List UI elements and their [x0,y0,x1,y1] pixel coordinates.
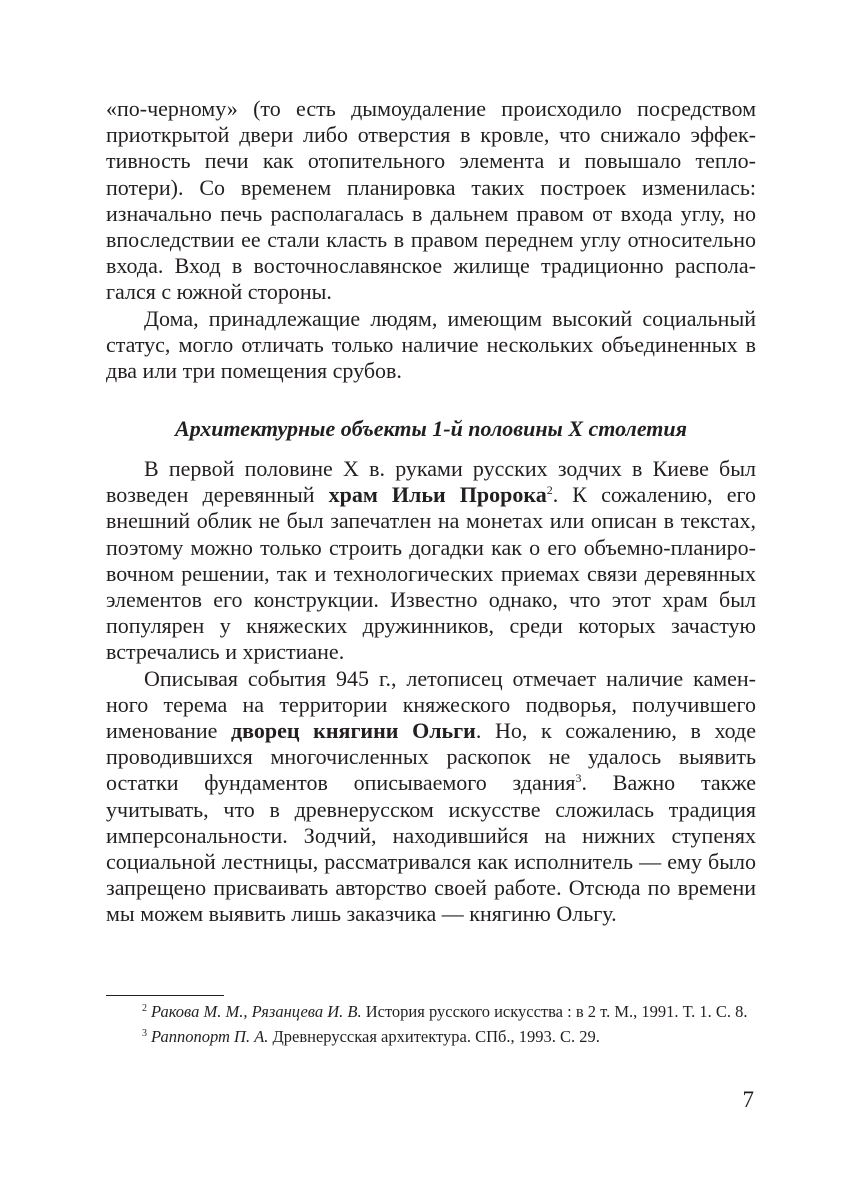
footnote-authors: Ракова М. М., Рязанцева И. В. [151,1002,362,1021]
footnote-authors: Раппопорт П. А. [151,1027,269,1046]
text-run: . К сожалению, его внешний облик не был запечатлен на монетах или описан в текстах, поэтому можно только строить догадки как о его объемно-планировочном решении, так и технологических приемах связи деревянных элементов его конструкции. Известно однако, что этот храм был популярен у княжеских дружинников, среди которых зачастую встречались и христиане. [106,482,757,665]
paragraph: «по-черному» (то есть дымоудаление происходило посредством приоткрытой двери либо отверстия в кровле, что снижало эффективность печи как отопительного элемента и повышало теплопотери). Со временем планировка таких построек изменилась: изначально печь располагалась в дальнем правом от входа углу, но впоследствии ее стали класть в правом переднем углу относительно входа. Вход в восточнославянское жилище традиционно располагался с южной стороны. [106,96,756,305]
footnote-text: Древнерусская архитектура. СПб., 1993. С. 29. [268,1027,600,1046]
bold-term-olga-palace: дворец княгини Ольги [231,718,476,744]
bold-term-ilya-church: храм Ильи Пророка [328,482,547,508]
text-run: . Но, к сожалению, в ходе проводившихся многочисленных раскопок не удалось выявить остатки фундаментов описываемого здания [106,718,756,796]
footnote-ref: 3 [575,771,582,786]
footnote [106,1001,756,1023]
footnote [106,1026,756,1048]
text-run: . Важно также учитывать, что в древнерусском искусстве сложилась традиция имперсональности. Зодчий, находившийся на нижних ступенях социальной лестницы, рассматривался как исполнитель — ему было запрещено присваивать авторство своей работе. Отсюда по времени мы можем выявить лишь заказчика — княгиню Ольгу. [106,770,756,927]
text-run: В первой половине X в. руками русских зодчих в Киеве был возведен деревянный [106,456,756,508]
footnotes [106,1001,756,1048]
body-text-top [106,96,756,384]
section-heading: Архитектурные объекты 1-й половины X столетия [175,416,687,441]
text-run: Описывая события 945 г., летописец отмечает наличие каменного терема на территории княжеского подворья, получившего именование [106,665,756,744]
paragraph [106,666,756,928]
body-text-bottom [106,456,756,928]
footnote-divider [106,995,224,996]
footnote-number: 3 [142,1028,147,1039]
paragraph: Дома, принадлежащие людям, имеющим высокий социальный статус, могло отличать только наличие нескольких объединенных в два или три помещения срубов. [106,305,756,384]
footnote-text: История русского искусства : в 2 т. М., 1991. Т. 1. С. 8. [361,1002,748,1021]
footnote-number: 2 [142,1003,147,1014]
footnote-ref: 2 [546,483,553,498]
paragraph [106,456,756,666]
page-number: 7 [742,1087,754,1112]
